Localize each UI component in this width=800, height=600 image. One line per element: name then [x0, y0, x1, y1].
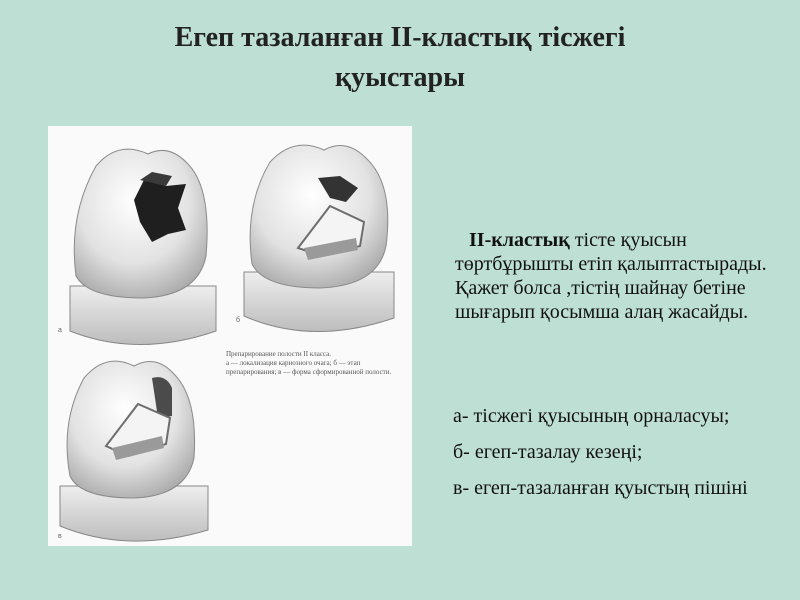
- tooth-illustration: [48, 126, 412, 546]
- slide-title-line-1: Егеп тазаланған ІІ-кластық тісжегі: [174, 22, 626, 53]
- label-c: в: [58, 533, 62, 540]
- legend-item-c: в- егеп-тазаланған қуыстың пішіні: [453, 477, 748, 499]
- legend-list: [453, 404, 783, 512]
- label-a: а: [58, 327, 62, 334]
- description-text: тісте қуысын төртбұрышты етіп қалыптастырады. Қажет болса ,тістің шайнау бетіне шығарып қосымша алаң жасайды.: [455, 229, 767, 323]
- label-b: б: [236, 317, 241, 324]
- tooth-b: [236, 145, 394, 331]
- description-paragraph: [455, 228, 775, 324]
- legend-item-a: а- тісжегі қуысының орналасуы;: [453, 405, 730, 427]
- slide-title-line-2: қуыстары: [335, 62, 465, 93]
- tooth-drawings: [48, 126, 412, 546]
- figure-caption-title: Препарирование полости II класса.: [226, 350, 331, 358]
- legend-item-b: б- егеп-тазалау кезеңі;: [453, 441, 643, 463]
- figure-caption-text: а — локализация кариозного очага; б — этап препарирования; в — форма сформированной полости.: [226, 359, 392, 376]
- figure-caption: [226, 350, 410, 377]
- tooth-c: [58, 361, 208, 541]
- slide-title: [40, 18, 760, 98]
- tooth-a: [58, 149, 216, 344]
- description-bold-term: ІІ-кластық: [469, 229, 570, 251]
